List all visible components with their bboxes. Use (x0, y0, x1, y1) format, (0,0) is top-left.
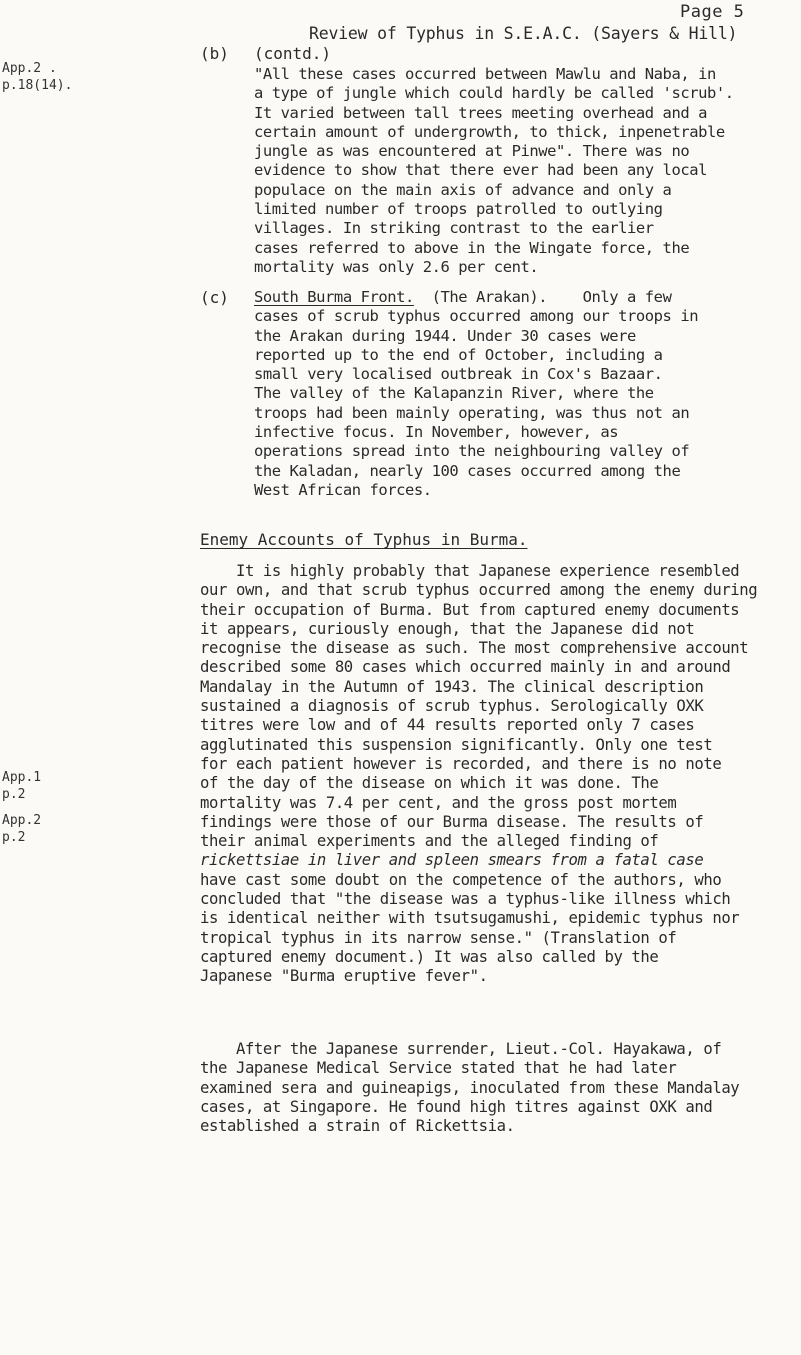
text-line: concluded that "the disease was a typhus-like illness which (200, 890, 731, 909)
text-line: it appears, curiously enough, that the Japanese did not (200, 619, 695, 638)
enemy-accounts-paragraph-2 (200, 1040, 796, 1136)
text-line: their animal experiments and the alleged finding of (200, 832, 659, 851)
text-line: It is highly probably that Japanese experience resembled (200, 562, 740, 580)
text-line: cases referred to above in the Wingate force, the (254, 238, 690, 257)
text-line: cases of scrub typhus occurred among our troops in (254, 307, 699, 326)
text-line: rickettsiae in liver and spleen smears from a fatal case (200, 851, 704, 870)
text-line: infective focus. In November, however, as (254, 423, 619, 442)
text-line: examined sera and guineapigs, inoculated from these Mandalay (200, 1078, 740, 1097)
text-line: recognise the disease as such. The most comprehensive account (200, 639, 749, 658)
margin-note-app2-p2 (2, 812, 41, 846)
text-line: established a strain of Rickettsia. (200, 1117, 515, 1136)
margin-note-line: App.1 (2, 770, 42, 785)
text-line: captured enemy document.) It was also called by the (200, 947, 659, 966)
text-line: The valley of the Kalapanzin River, where the (254, 384, 654, 403)
text-line: small very localised outbreak in Cox's Bazaar. (254, 365, 663, 384)
text-line: our own, and that scrub typhus occurred among the enemy during (200, 581, 758, 600)
margin-note-line: App.2 . (2, 61, 57, 76)
text-line: "All these cases occurred between Mawlu and Naba, in (254, 65, 716, 83)
text-line: cases, at Singapore. He found high titres against OXK and (200, 1097, 713, 1116)
text-line: have cast some doubt on the competence of the authors, who (200, 870, 722, 889)
text-line: Mandalay in the Autumn of 1943. The clinical description (200, 677, 704, 696)
text-line: described some 80 cases which occurred mainly in and around (200, 658, 731, 677)
text-line: It varied between tall trees meeting overhead and a (254, 103, 707, 122)
text-line: a type of jungle which could hardly be called 'scrub'. (254, 84, 734, 103)
text-line: of the day of the disease on which it was done. The (200, 774, 659, 793)
text-line: findings were those of our Burma disease. The results of (200, 812, 704, 831)
section-c-heading: South Burma Front. (254, 288, 414, 306)
text-line: populace on the main axis of advance and only a (254, 180, 672, 199)
margin-note-line: p.2 (2, 830, 26, 845)
text-line: their occupation of Burma. But from captured enemy documents (200, 600, 740, 619)
text-line: limited number of troops patrolled to outlying (254, 200, 663, 219)
section-b-label: (b) (200, 44, 229, 63)
text-line: reported up to the end of October, including a (254, 345, 663, 364)
text-line: the Japanese Medical Service stated that he had later (200, 1059, 677, 1078)
text-line: agglutinated this suspension significantly. Only one test (200, 735, 713, 754)
margin-note-app1-p2 (2, 769, 41, 803)
text-line: the Arakan during 1944. Under 30 cases were (254, 326, 636, 345)
enemy-accounts-paragraph-1 (200, 562, 796, 987)
text-line: sustained a diagnosis of scrub typhus. Serologically OXK (200, 697, 704, 716)
text-line: jungle as was encountered at Pinwe". There was no (254, 142, 690, 161)
margin-note-line: p.2 (2, 787, 26, 802)
text-line: titres were low and of 44 results reported only 7 cases (200, 716, 695, 735)
text-line: Japanese "Burma eruptive fever". (200, 967, 488, 986)
enemy-accounts-heading: Enemy Accounts of Typhus in Burma. (200, 530, 528, 549)
text-line: is identical neither with tsutsugamushi, epidemic typhus nor (200, 909, 740, 928)
text-line: mortality was 7.4 per cent, and the gross post mortem (200, 793, 677, 812)
text-line: the Kaladan, nearly 100 cases occurred among the (254, 461, 681, 480)
section-c-heading-line (254, 288, 794, 307)
margin-note-line: p.18(14). (2, 78, 73, 93)
margin-note-line: App.2 (2, 813, 42, 828)
page-number: Page 5 (680, 2, 745, 22)
text-line: evidence to show that there ever had been any local (254, 161, 707, 180)
text-line: tropical typhus in its narrow sense." (Translation of (200, 928, 677, 947)
running-header: Review of Typhus in S.E.A.C. (Sayers & Hill) (309, 24, 738, 43)
margin-note-app2-p18 (2, 60, 72, 94)
section-b-body (254, 65, 794, 277)
text-line: After the Japanese surrender, Lieut.-Col. Hayakawa, of (200, 1040, 722, 1058)
text-line: troops had been mainly operating, was thus not an (254, 403, 690, 422)
section-c-heading-rest: (The Arakan). Only a few (413, 288, 672, 306)
section-c-body (254, 288, 794, 500)
text-line: mortality was only 2.6 per cent. (254, 257, 539, 276)
section-c-label: (c) (200, 288, 229, 307)
text-line: operations spread into the neighbouring valley of (254, 442, 690, 461)
text-line: villages. In striking contrast to the earlier (254, 219, 654, 238)
section-b-contd: (contd.) (254, 44, 332, 63)
text-line: certain amount of undergrowth, to thick, inpenetrable (254, 122, 725, 141)
text-line: West African forces. (254, 480, 432, 499)
text-line: for each patient however is recorded, and there is no note (200, 754, 722, 773)
